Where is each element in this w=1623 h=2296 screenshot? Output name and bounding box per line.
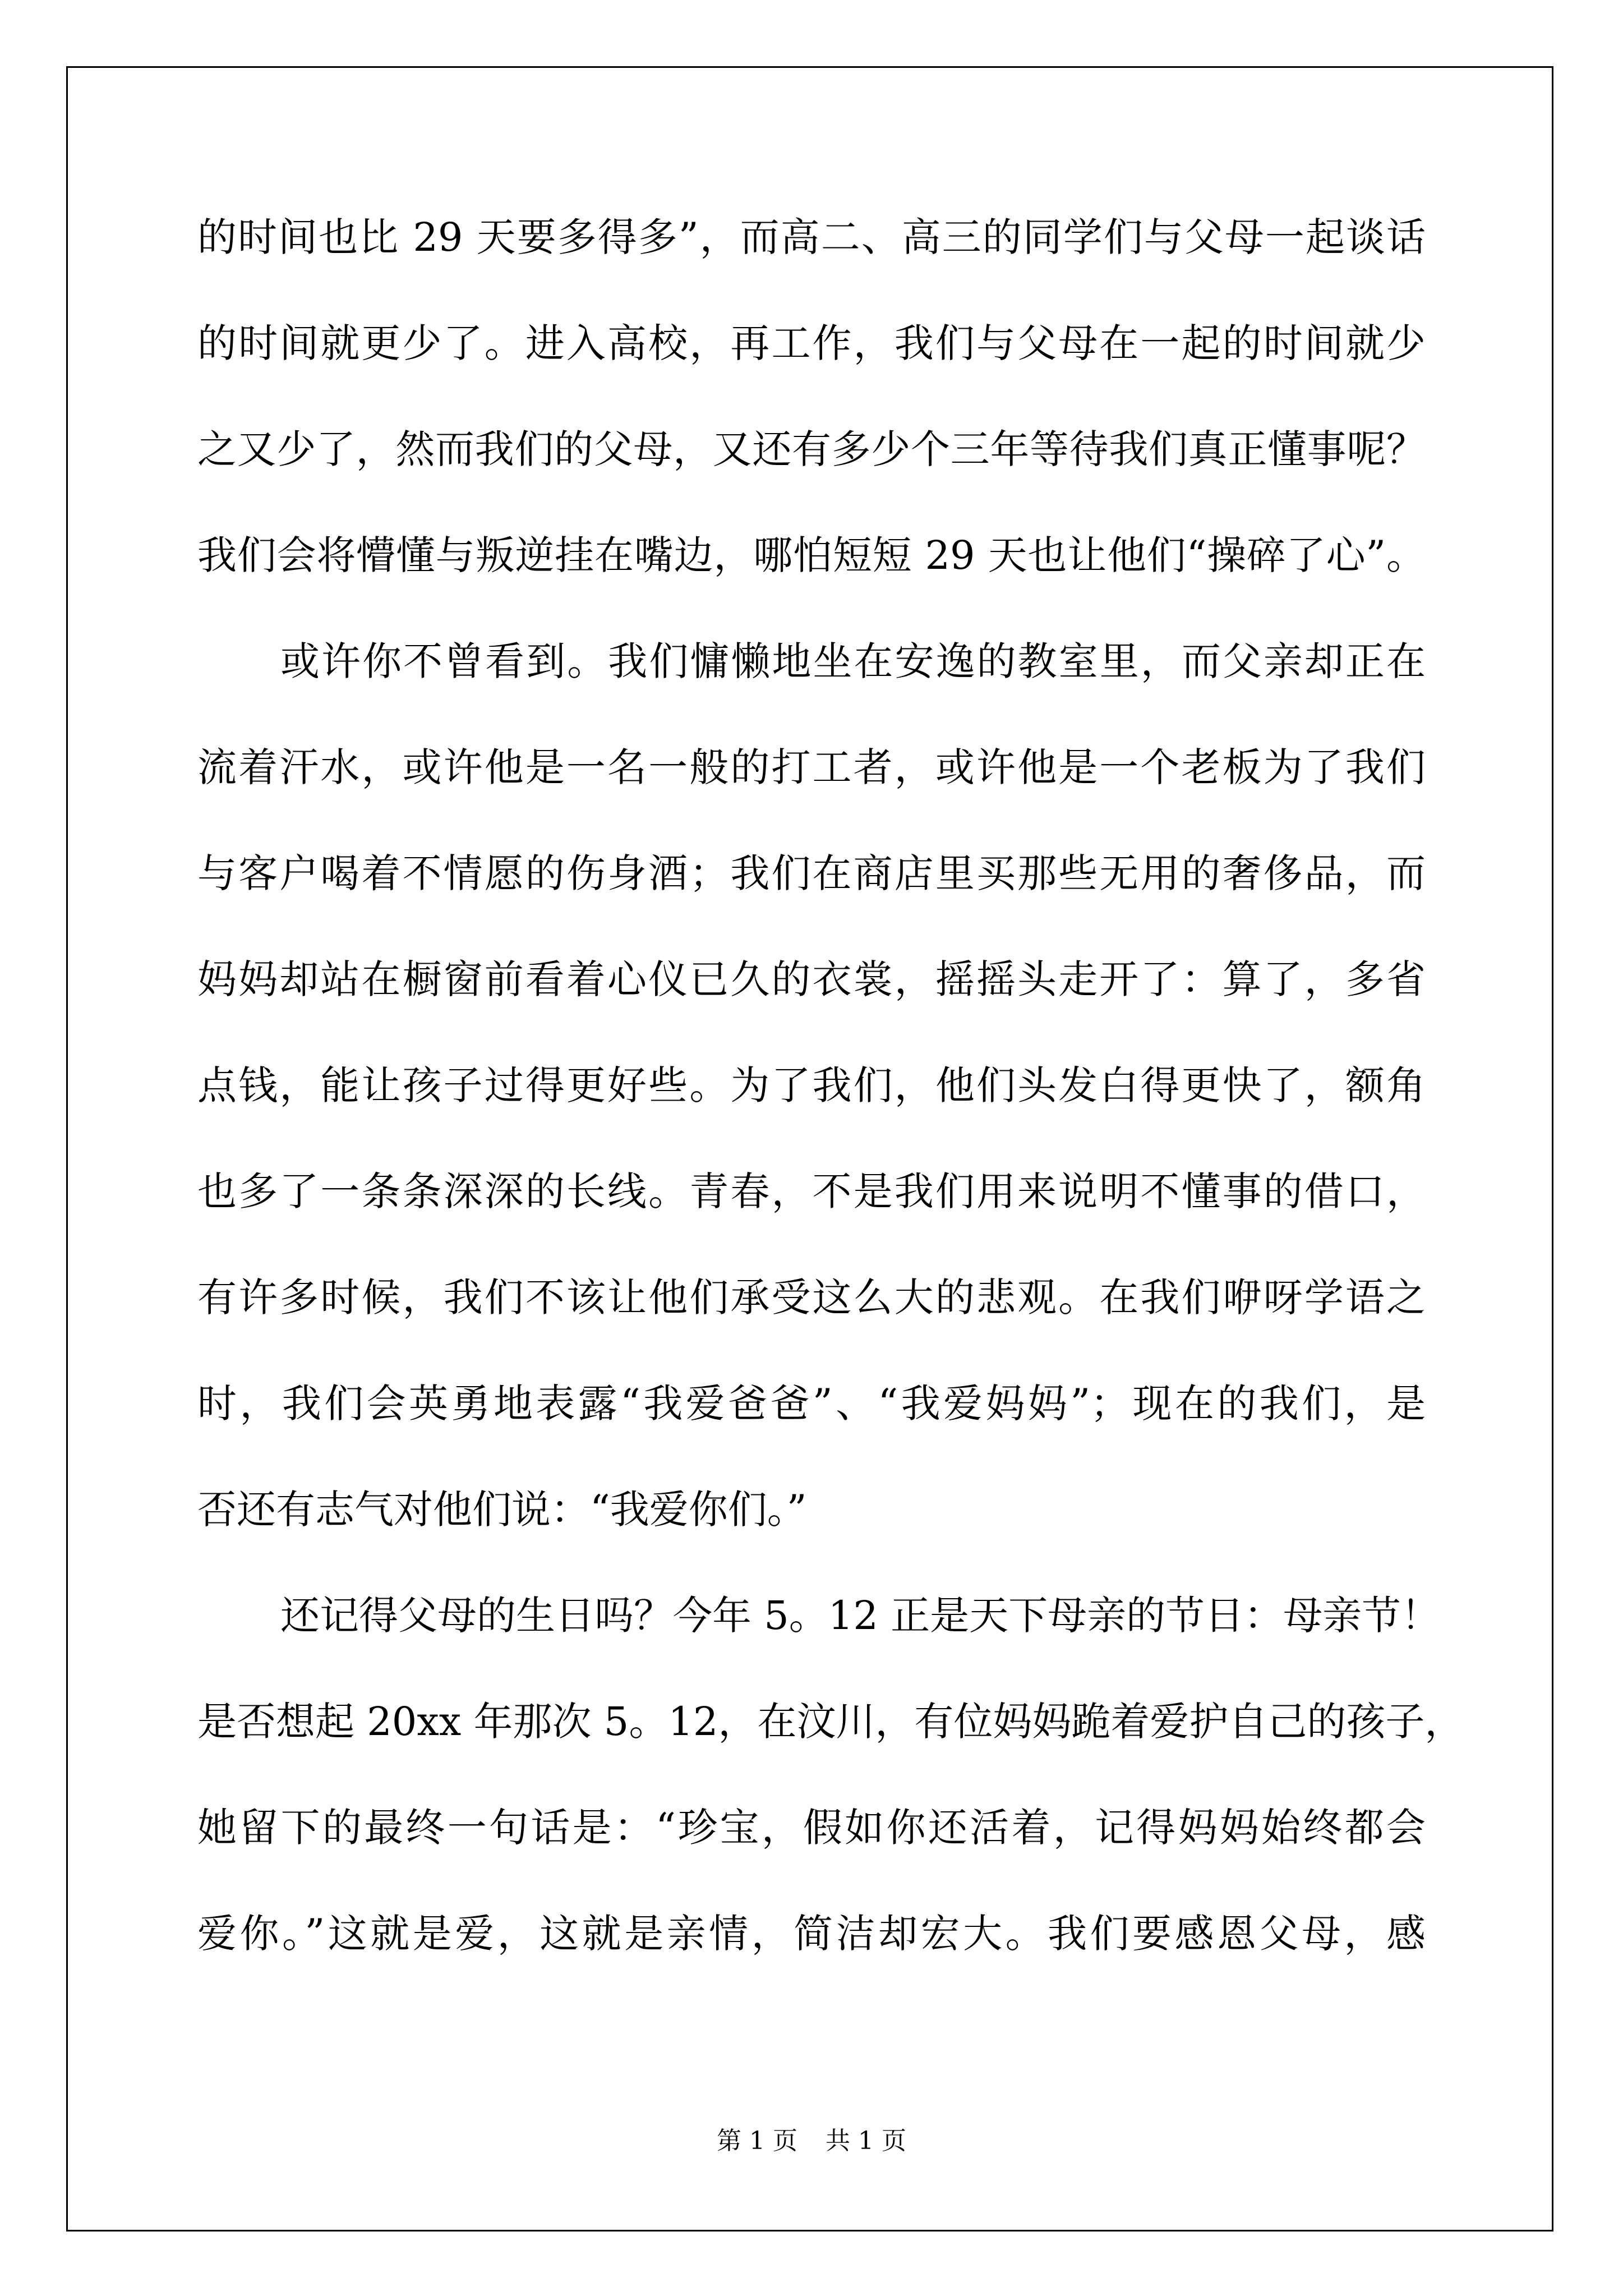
paragraph-end-line: 否还有志气对他们说：“我爱你们。” — [197, 1487, 807, 1533]
text-line: 是否想起 20xx 年那次 5。12，在汶川，有位妈妈跪着爱护自己的孩子， — [197, 1699, 1464, 1745]
text-line: 之又少了，然而我们的父母，又还有多少个三年等待我们真正懂事呢？ — [197, 426, 1426, 472]
text-line: 时，我们会英勇地表露“我爱爸爸”、“我爱妈妈”；现在的我们，是 — [197, 1381, 1426, 1427]
text-line: 的时间也比 29 天要多得多”，而高二、高三的同学们与父母一起谈话 — [197, 214, 1426, 260]
paragraph-start-line: 还记得父母的生日吗？今年 5。12 正是天下母亲的节日：母亲节！ — [280, 1593, 1441, 1639]
text-line: 点钱，能让孩子过得更好些。为了我们，他们头发白得更快了，额角 — [197, 1062, 1426, 1108]
text-line: 也多了一条条深深的长线。青春，不是我们用来说明不懂事的借口， — [197, 1168, 1426, 1214]
text-line: 与客户喝着不情愿的伤身酒；我们在商店里买那些无用的奢侈品，而 — [197, 850, 1426, 896]
page-total: 共 1 页 — [826, 2127, 906, 2155]
text-line: 我们会将懵懂与叛逆挂在嘴边，哪怕短短 29 天也让他们“操碎了心”。 — [197, 532, 1426, 578]
page-footer — [0, 2120, 1623, 2156]
text-line: 爱你。”这就是爱，这就是亲情，简洁却宏大。我们要感恩父母，感 — [197, 1911, 1426, 1957]
text-line: 的时间就更少了。进入高校，再工作，我们与父母在一起的时间就少 — [197, 320, 1426, 366]
text-line: 她留下的最终一句话是：“珍宝，假如你还活着，记得妈妈始终都会 — [197, 1805, 1426, 1851]
text-line: 有许多时候，我们不该让他们承受这么大的悲观。在我们咿呀学语之 — [197, 1274, 1426, 1320]
document-body — [197, 206, 1464, 2009]
page-number: 第 1 页 — [717, 2127, 797, 2155]
paragraph-start-line: 或许你不曾看到。我们慵懒地坐在安逸的教室里，而父亲却正在 — [280, 638, 1426, 684]
text-line: 流着汗水，或许他是一名一般的打工者，或许他是一个老板为了我们 — [197, 744, 1426, 790]
text-line: 妈妈却站在橱窗前看着心仪已久的衣裳，摇摇头走开了：算了，多省 — [197, 956, 1426, 1002]
